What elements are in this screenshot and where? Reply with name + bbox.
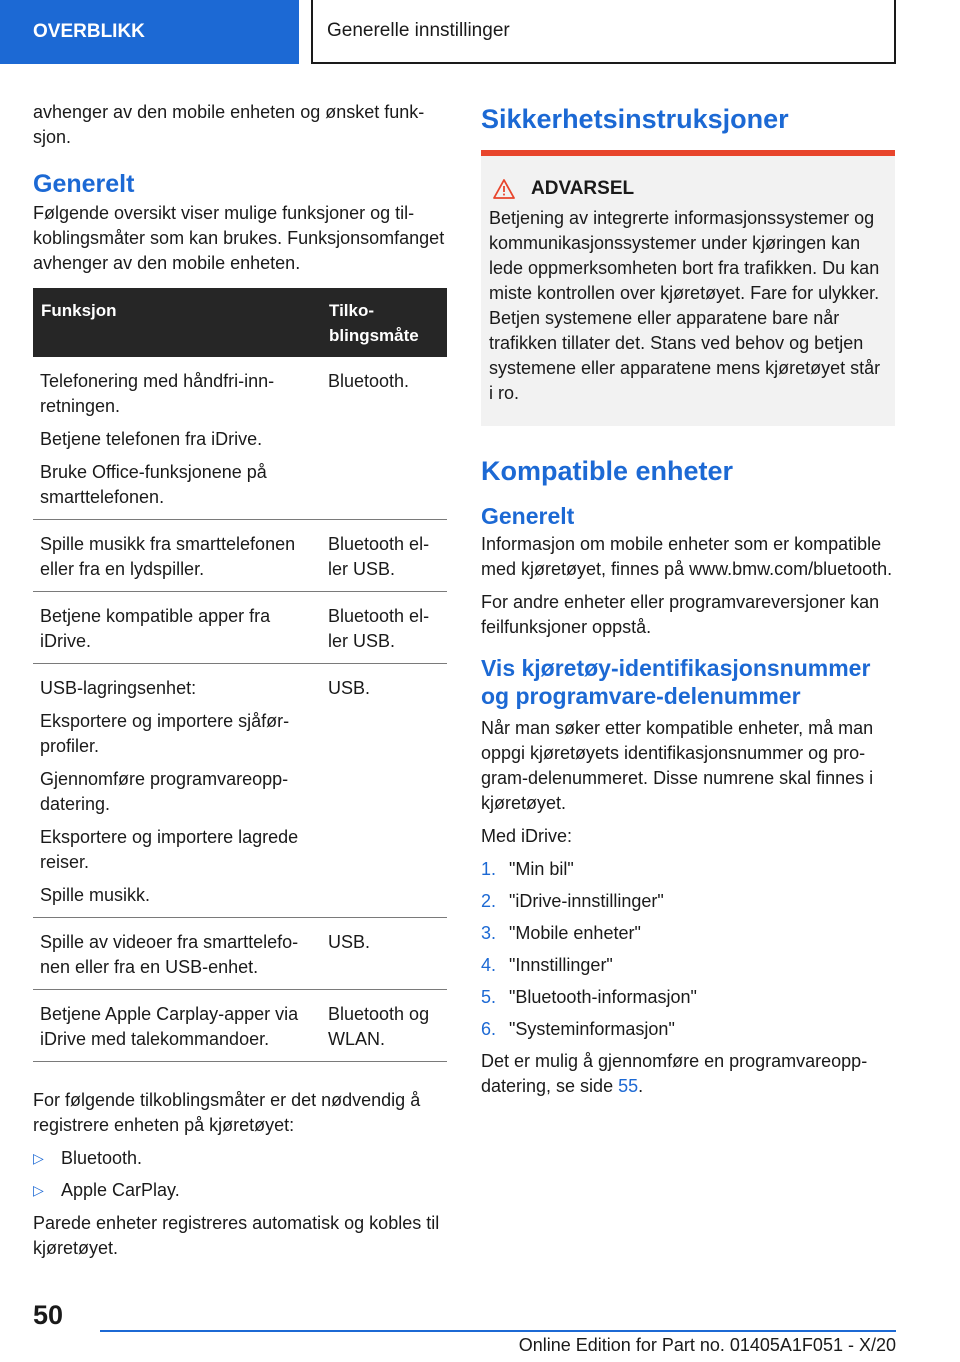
triangle-bullet-icon: ▷	[33, 1150, 44, 1166]
list-item	[481, 953, 895, 978]
step-text: "Bluetooth-informasjon"	[509, 987, 697, 1007]
idrive-steps	[481, 857, 895, 1042]
compat-text-1: Informasjon om mobile enheter som er kompatible med kjøretøyet, finnes på www.bmw.com/bluetooth.	[481, 534, 893, 579]
function-line: Gjennomføre programvareoppdatering.	[40, 769, 289, 814]
function-line: Spille musikk fra smarttelefonen eller fra en lydspiller.	[40, 534, 296, 579]
table-cell-connection: Bluetooth eller USB.	[321, 520, 447, 592]
step-text: "Systeminformasjon"	[509, 1019, 675, 1039]
step-number: 1.	[481, 859, 497, 879]
update-text	[481, 1049, 895, 1099]
step-number: 2.	[481, 891, 497, 911]
med-idrive-text: Med iDrive:	[481, 826, 573, 846]
triangle-bullet-icon: ▷	[33, 1182, 44, 1198]
warning-label: ADVARSEL	[531, 178, 635, 199]
step-text: "Min bil"	[509, 859, 574, 879]
function-line: USB-lagringsenhet:	[40, 678, 197, 698]
list-item	[481, 889, 895, 914]
section-tab[interactable]	[0, 0, 299, 64]
list-item	[481, 857, 895, 882]
table-cell-function	[33, 357, 321, 520]
page-number: 50	[33, 1300, 64, 1330]
footer-divider	[100, 1330, 896, 1332]
function-line: Telefonering med håndfri-innretningen.	[40, 371, 275, 416]
table-cell-function	[33, 664, 321, 918]
function-table	[33, 288, 447, 1062]
function-line: Betjene telefonen fra iDrive.	[40, 429, 263, 449]
table-cell-connection: Bluetooth.	[321, 357, 447, 520]
update-text-end: .	[638, 1076, 644, 1096]
compat-text-2: For andre enheter eller programvareversjoner kan feilfunksjoner oppstå.	[481, 592, 880, 637]
step-text: "Mobile enheter"	[509, 923, 641, 943]
heading-generelt: Generelt	[33, 170, 135, 198]
list-item	[481, 985, 895, 1010]
table-cell-connection: Bluetooth og WLAN.	[321, 990, 447, 1062]
warning-title	[493, 178, 887, 200]
table-cell-function	[33, 918, 321, 990]
list-item	[481, 1017, 895, 1042]
right-column	[481, 100, 895, 1107]
function-line: Eksportere og importere lagrede reiser.	[40, 827, 299, 872]
list-item	[481, 921, 895, 946]
bullet-text: Bluetooth.	[61, 1148, 143, 1168]
left-column	[33, 100, 447, 1269]
table-row	[33, 664, 447, 918]
connection-bullets	[33, 1146, 447, 1203]
warning-triangle-icon	[493, 179, 515, 199]
page-reference-link[interactable]: 55	[618, 1076, 639, 1096]
table-cell-function	[33, 990, 321, 1062]
table-cell-connection: USB.	[321, 918, 447, 990]
function-line: Betjene Apple Carplay-apper via iDrive med talekommandoer.	[40, 1004, 299, 1049]
table-header-connection: Tilkoblingsmåte	[321, 288, 447, 357]
list-item	[33, 1178, 447, 1203]
generelt-text: Følgende oversikt viser mulige funksjoner og tilkoblingsmåter som kan brukes. Funksjonsomfanget avhenger av den mobile enheten.	[33, 203, 445, 273]
footer-edition: Online Edition for Part no. 01405A1F051 - X/20	[518, 1335, 896, 1355]
table-cell-function	[33, 520, 321, 592]
warning-text: Betjening av integrerte informasjonssystemer og kommunikasjonssystemer under kjøringen kan lede oppmerksomheten bort fra trafikken. Du kan miste kontrollen over kjøretøyet. Fare for ulykker. Betjen systemene eller apparatene bare når trafikken tillater det. Stans ved behov og betjen systemene eller apparatene mens kjøretøyet står i ro.	[489, 208, 881, 403]
step-text: "iDrive-innstillinger"	[509, 891, 664, 911]
step-number: 4.	[481, 955, 497, 975]
step-number: 3.	[481, 923, 497, 943]
table-cell-function	[33, 592, 321, 664]
intro-text: avhenger av den mobile enheten og ønsket funksjon.	[33, 102, 425, 147]
list-item	[33, 1146, 447, 1171]
section-label: OVERBLIKK	[33, 21, 145, 42]
function-line: Bruke Office-funksjonene på smarttelefonen.	[40, 462, 267, 507]
table-header-function: Funksjon	[33, 288, 321, 357]
chapter-title: Generelle innstillinger	[327, 20, 510, 41]
table-cell-connection: USB.	[321, 664, 447, 918]
registration-text: For følgende tilkoblingsmåter er det nødvendig å registrere enheten på kjøretøyet:	[33, 1090, 421, 1135]
paired-text: Parede enheter registreres automatisk og kobles til kjøretøyet.	[33, 1213, 440, 1258]
function-line: Spille musikk.	[40, 885, 151, 905]
bullet-text: Apple CarPlay.	[61, 1180, 180, 1200]
step-number: 6.	[481, 1019, 497, 1039]
update-text-body: Det er mulig å gjennomføre en programvareoppdatering, se side	[481, 1051, 868, 1096]
heading-vis: Vis kjøretøy-identifikasjonsnummer og programvare-delenummer	[481, 655, 871, 709]
warning-box	[481, 150, 895, 426]
table-header-row	[33, 288, 447, 357]
table-row	[33, 592, 447, 664]
vis-text: Når man søker etter kompatible enheter, må man oppgi kjøretøyets identifikasjonsnummer og program-delenummeret. Disse numrene skal finnes i kjøretøyet.	[481, 718, 874, 813]
table-cell-connection: Bluetooth eller USB.	[321, 592, 447, 664]
function-line: Eksportere og importere sjåførprofiler.	[40, 711, 290, 756]
table-row	[33, 357, 447, 520]
table-row	[33, 520, 447, 592]
warning-bar	[481, 150, 895, 156]
table-row	[33, 918, 447, 990]
function-line: Betjene kompatible apper fra iDrive.	[40, 606, 271, 651]
function-line: Spille av videoer fra smarttelefonen eller fra en USB-enhet.	[40, 932, 299, 977]
heading-safety: Sikkerhetsinstruksjoner	[481, 104, 789, 134]
step-number: 5.	[481, 987, 497, 1007]
step-text: "Innstillinger"	[509, 955, 613, 975]
table-row	[33, 990, 447, 1062]
heading-compat: Kompatible enheter	[481, 456, 734, 486]
subheading-generelt: Generelt	[481, 503, 575, 529]
chapter-header	[311, 0, 896, 64]
